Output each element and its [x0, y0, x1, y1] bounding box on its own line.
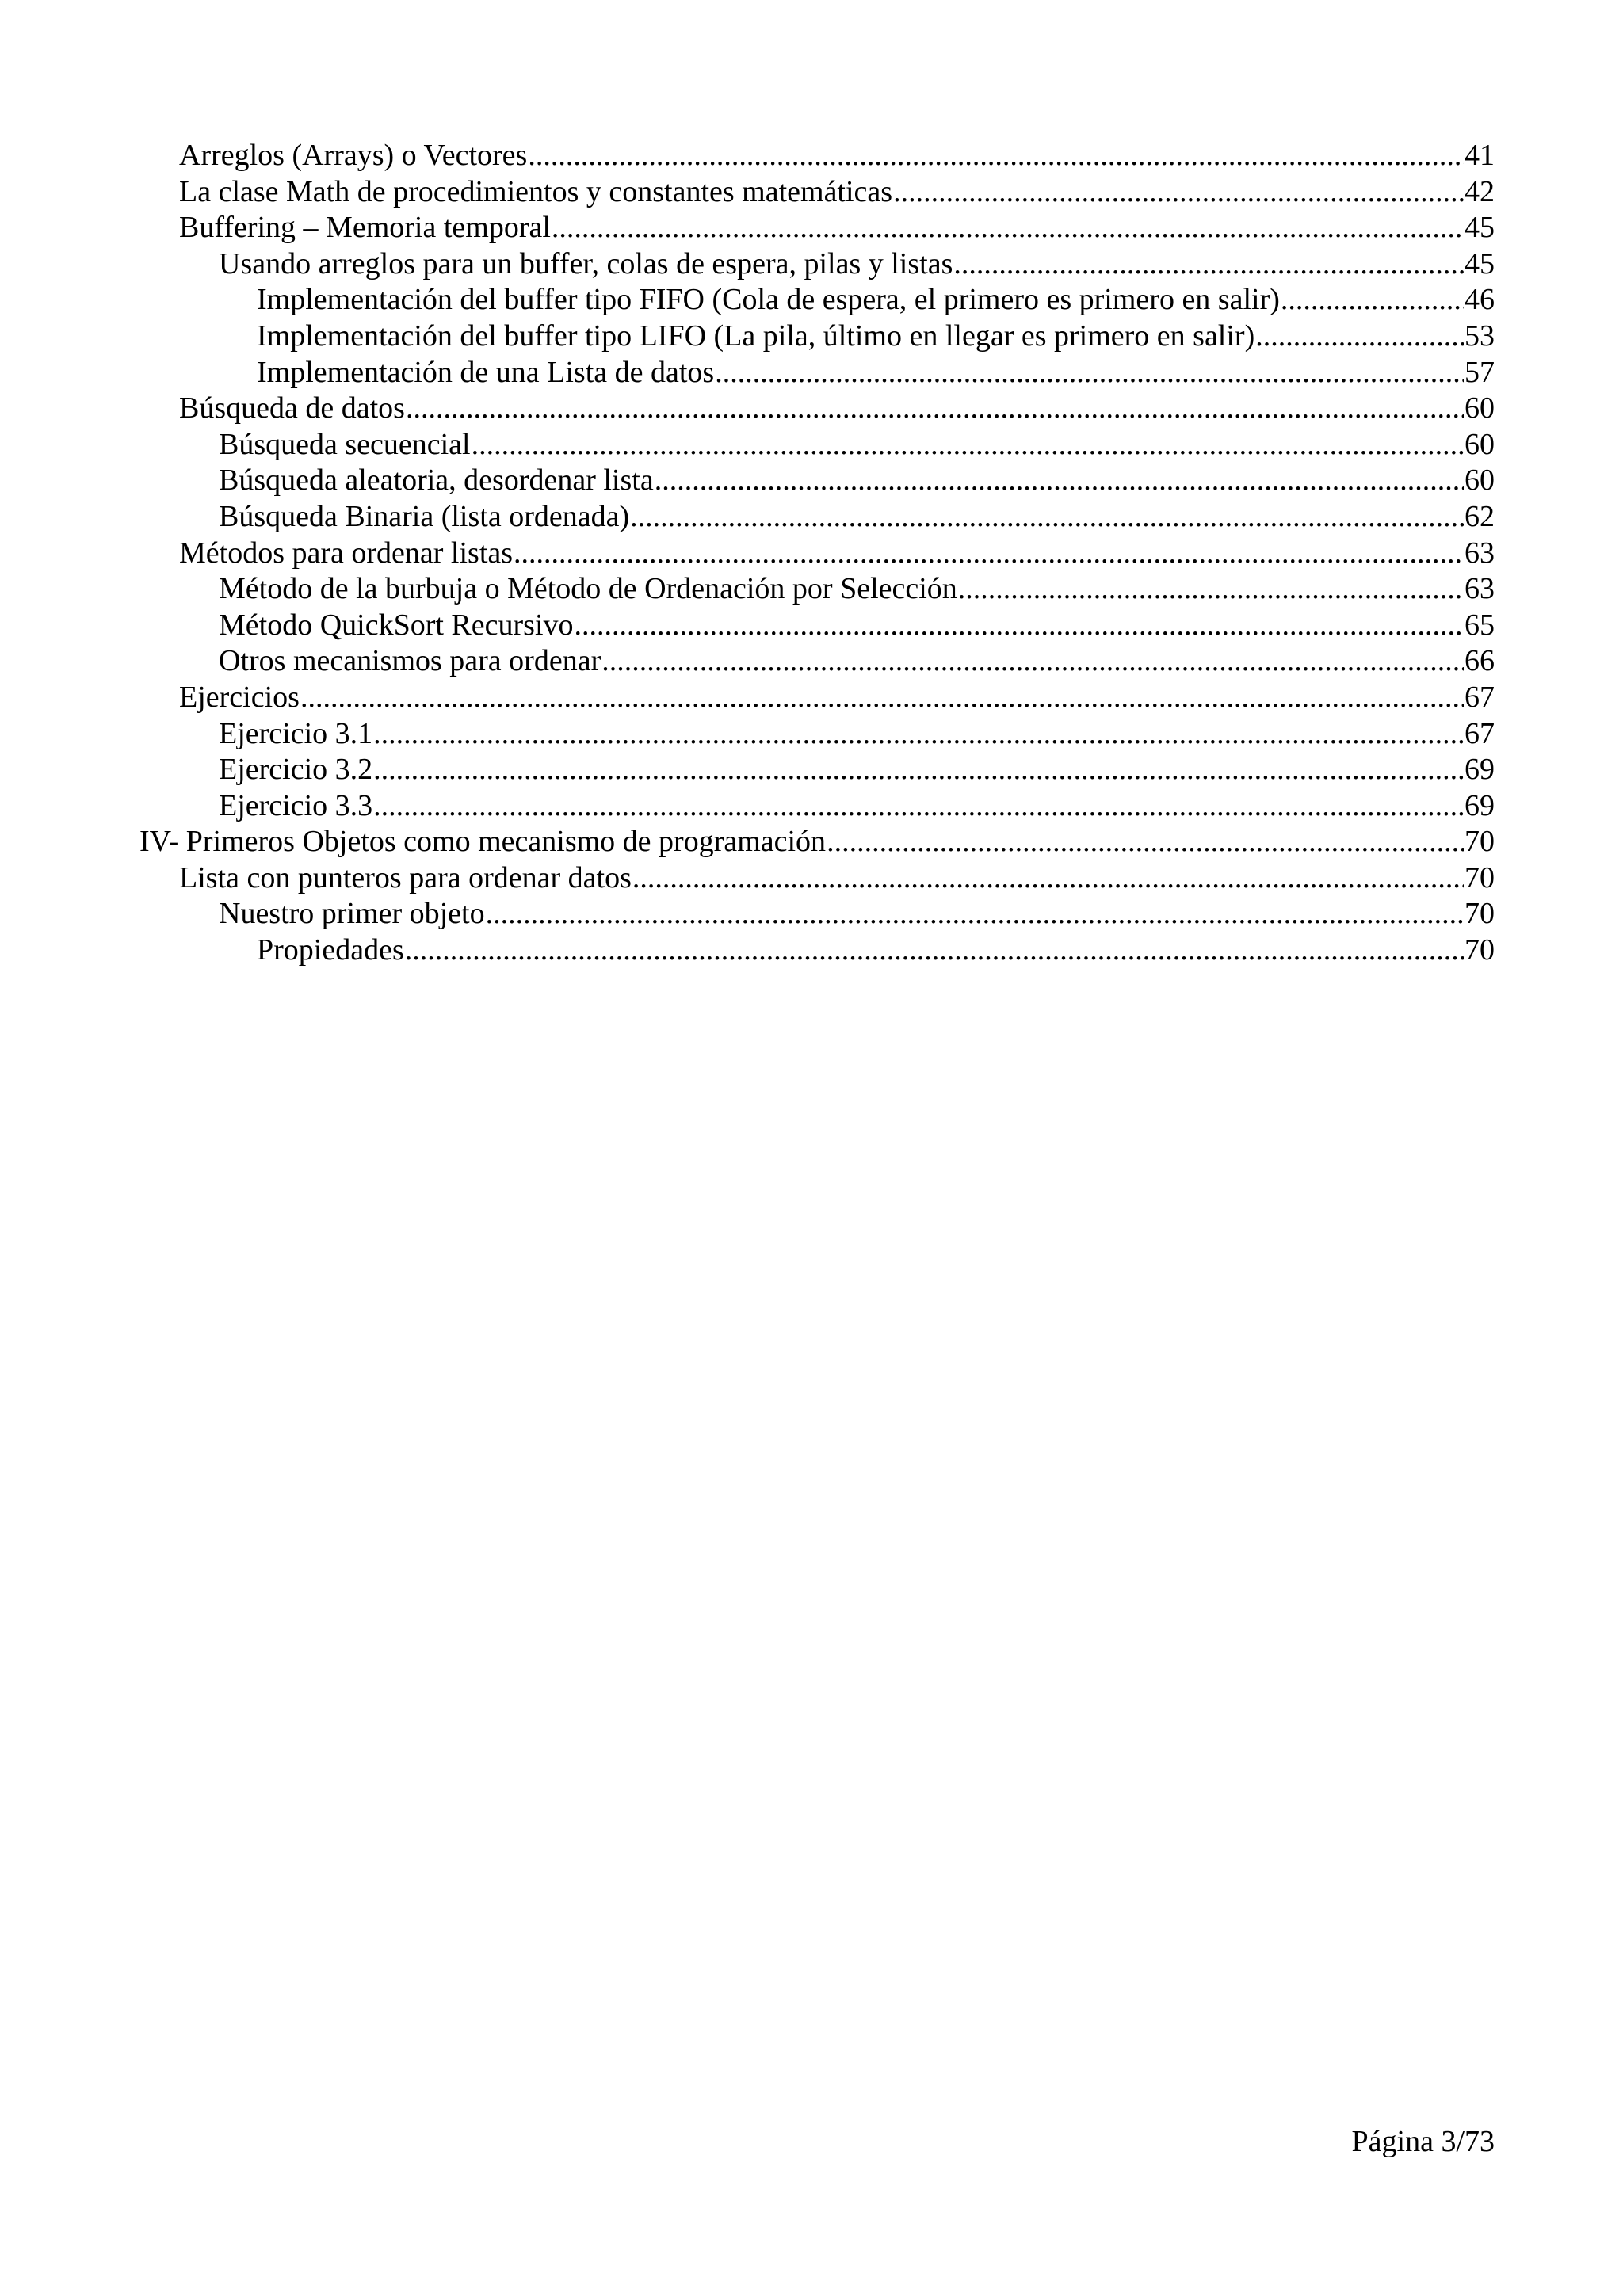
toc-entry-title: Buffering – Memoria temporal	[179, 211, 551, 245]
toc-dot-leader	[575, 608, 1464, 644]
toc-entry-page: 69	[1465, 753, 1495, 787]
toc-entry-title: Método de la burbuja o Método de Ordenación por Selección	[219, 572, 957, 606]
toc-entry-title: Búsqueda Binaria (lista ordenada)	[219, 499, 630, 533]
page-number: Página 3/73	[1351, 2125, 1495, 2158]
toc-entry-title: Propiedades	[257, 933, 404, 967]
toc-entry-page: 70	[1465, 860, 1495, 894]
toc-entry-title: Implementación del buffer tipo FIFO (Cola de espera, el primero es primero en salir)	[257, 283, 1280, 317]
toc-entry[interactable]	[139, 896, 1495, 933]
toc-entry-title: Implementación del buffer tipo LIFO (La pila, último en llegar es primero en salir)	[257, 318, 1255, 353]
toc-entry-page: 45	[1465, 246, 1495, 280]
toc-entry-page: 62	[1465, 499, 1495, 533]
toc-dot-leader	[1255, 318, 1464, 355]
toc-dot-leader	[827, 824, 1464, 860]
toc-entry[interactable]	[139, 138, 1495, 174]
toc-entry[interactable]	[139, 716, 1495, 753]
toc-entry-page: 65	[1465, 608, 1495, 642]
toc-entry[interactable]	[139, 860, 1495, 897]
table-of-contents	[139, 138, 1495, 969]
toc-dot-leader	[373, 788, 1464, 825]
toc-dot-leader	[514, 536, 1464, 572]
toc-entry[interactable]	[139, 210, 1495, 246]
toc-entry[interactable]	[139, 246, 1495, 283]
toc-entry[interactable]	[139, 608, 1495, 644]
toc-dot-leader	[1281, 282, 1464, 318]
toc-dot-leader	[486, 896, 1464, 933]
toc-entry-page: 70	[1465, 897, 1495, 931]
toc-entry-page: 63	[1465, 536, 1495, 570]
toc-dot-leader	[373, 752, 1464, 788]
toc-entry-title: Búsqueda secuencial	[219, 427, 471, 461]
toc-entry-page: 69	[1465, 788, 1495, 822]
toc-entry[interactable]	[139, 318, 1495, 355]
toc-entry-title: Búsqueda de datos	[179, 391, 405, 425]
toc-entry[interactable]	[139, 355, 1495, 391]
toc-dot-leader	[953, 246, 1464, 283]
toc-dot-leader	[552, 210, 1464, 246]
toc-entry-title: Ejercicio 3.1	[219, 716, 373, 750]
toc-dot-leader	[655, 463, 1464, 499]
toc-dot-leader	[406, 391, 1464, 427]
toc-entry-page: 63	[1465, 572, 1495, 606]
toc-entry-page: 70	[1465, 825, 1495, 859]
toc-entry-page: 60	[1465, 463, 1495, 498]
toc-entry-page: 67	[1465, 716, 1495, 750]
toc-dot-leader	[373, 716, 1464, 753]
toc-entry[interactable]	[139, 933, 1495, 969]
toc-dot-leader	[715, 355, 1464, 391]
toc-dot-leader	[632, 860, 1464, 897]
toc-entry-title: Ejercicio 3.3	[219, 788, 373, 822]
toc-entry-title: Usando arreglos para un buffer, colas de espera, pilas y listas	[219, 246, 953, 280]
toc-entry[interactable]	[139, 499, 1495, 536]
toc-entry-title: Ejercicios	[179, 680, 300, 714]
toc-entry-page: 70	[1465, 933, 1495, 967]
toc-entry-title: IV- Primeros Objetos como mecanismo de programación	[139, 825, 827, 859]
toc-entry-page: 53	[1465, 318, 1495, 353]
toc-entry-title: La clase Math de procedimientos y constantes matemáticas	[179, 174, 893, 208]
toc-entry-title: Arreglos (Arrays) o Vectores	[179, 139, 528, 172]
toc-entry[interactable]	[139, 643, 1495, 680]
toc-entry[interactable]	[139, 536, 1495, 572]
toc-entry-page: 60	[1465, 427, 1495, 461]
toc-entry-page: 67	[1465, 680, 1495, 714]
toc-entry-title: Método QuickSort Recursivo	[219, 608, 574, 642]
toc-entry[interactable]	[139, 282, 1495, 318]
toc-entry[interactable]	[139, 463, 1495, 499]
toc-entry[interactable]	[139, 391, 1495, 427]
toc-dot-leader	[630, 499, 1464, 536]
toc-dot-leader	[893, 174, 1464, 211]
toc-dot-leader	[300, 680, 1464, 716]
toc-dot-leader	[601, 643, 1464, 680]
toc-entry-page: 42	[1465, 174, 1495, 208]
toc-entry[interactable]	[139, 752, 1495, 788]
toc-entry[interactable]	[139, 174, 1495, 211]
toc-dot-leader	[472, 427, 1464, 463]
toc-entry[interactable]	[139, 680, 1495, 716]
toc-dot-leader	[958, 571, 1464, 608]
toc-entry-page: 66	[1465, 644, 1495, 678]
toc-entry-title: Nuestro primer objeto	[219, 897, 485, 931]
toc-entry-page: 57	[1465, 355, 1495, 389]
toc-dot-leader	[405, 933, 1464, 969]
toc-entry[interactable]	[139, 427, 1495, 463]
toc-entry[interactable]	[139, 788, 1495, 825]
toc-entry-page: 46	[1465, 283, 1495, 317]
toc-entry-page: 60	[1465, 391, 1495, 425]
toc-entry-page: 45	[1465, 211, 1495, 245]
toc-entry-title: Lista con punteros para ordenar datos	[179, 860, 632, 894]
toc-dot-leader	[528, 138, 1464, 174]
toc-entry[interactable]	[139, 571, 1495, 608]
toc-entry-title: Otros mecanismos para ordenar	[219, 644, 601, 678]
toc-entry-title: Búsqueda aleatoria, desordenar lista	[219, 463, 654, 498]
toc-entry-title: Ejercicio 3.2	[219, 753, 373, 787]
toc-entry[interactable]	[139, 824, 1495, 860]
toc-entry-page: 41	[1465, 139, 1495, 172]
toc-entry-title: Métodos para ordenar listas	[179, 536, 514, 570]
toc-entry-title: Implementación de una Lista de datos	[257, 355, 715, 389]
